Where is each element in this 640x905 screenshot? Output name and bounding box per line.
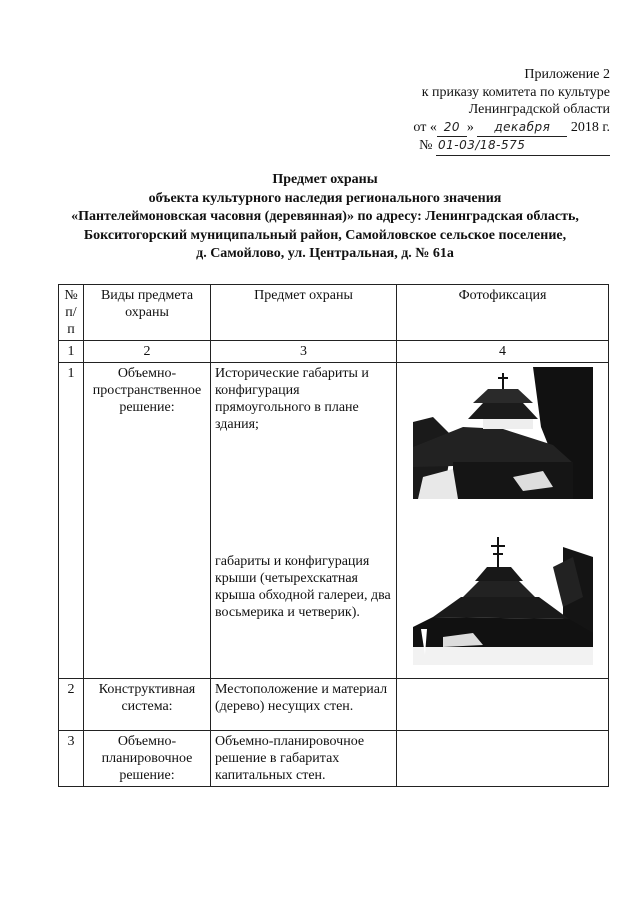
row-3-number: 3 <box>59 731 84 787</box>
col-number-4: 4 <box>397 341 609 363</box>
date-month-handwritten: декабря <box>477 119 567 138</box>
chapel-photo-icon <box>413 367 593 499</box>
title-line-1: Предмет охраны <box>272 172 378 187</box>
row-2-type: Конструктивная система: <box>84 679 211 731</box>
header-number: № п/п <box>59 285 84 341</box>
title-line-4: Бокситогорский муниципальный район, Самойловское сельское поселение, <box>83 227 567 243</box>
col-number-2: 2 <box>84 341 211 363</box>
row-1-subject <box>211 363 397 679</box>
appendix-block <box>380 66 610 156</box>
table-row <box>59 731 609 787</box>
row-3-photo <box>397 731 609 787</box>
row-2-number: 2 <box>59 679 84 731</box>
row-2-photo <box>397 679 609 731</box>
order-number-handwritten: 01-03/18-575 <box>436 137 610 156</box>
header-type: Виды предмета охраны <box>84 285 211 341</box>
header-photo: Фотофиксация <box>397 285 609 341</box>
date-day-handwritten: 20 <box>437 119 467 138</box>
row-1-type: Объемно-пространственное решение: <box>84 363 211 679</box>
header-subject: Предмет охраны <box>211 285 397 341</box>
row-1-photos <box>397 363 609 679</box>
appendix-region: Ленинградской области <box>468 102 610 117</box>
title-line-2: объекта культурного наследия регионального значения <box>148 190 502 206</box>
row-1-number: 1 <box>59 363 84 679</box>
table-row <box>59 679 609 731</box>
protection-subject-table <box>58 284 609 787</box>
table-row <box>59 363 609 679</box>
appendix-number: № 01-03/18-575 <box>402 137 610 156</box>
chapel-roof-photo-icon <box>413 537 593 665</box>
title-line-5: д. Самойлово, ул. Центральная, д. № 61а <box>196 246 454 261</box>
appendix-order-ref: к приказу комитета по культуре <box>421 84 610 100</box>
row-3-subject: Объемно-планировочное решение в габаритах капитальных стен. <box>211 731 397 787</box>
col-number-3: 3 <box>211 341 397 363</box>
row-3-type: Объемно-планировочное решение: <box>84 731 211 787</box>
column-number-row <box>59 341 609 363</box>
appendix-date: от « 20 » декабря 2018 г. <box>380 119 610 138</box>
document-title <box>40 171 610 264</box>
col-number-1: 1 <box>59 341 84 363</box>
row-1-subject-dimensions: Исторические габариты и конфигурация прямоугольного в плане здания; <box>215 366 369 432</box>
title-line-3: «Пантелеймоновская часовня (деревянная)» по адресу: Ленинградская область, <box>71 209 579 224</box>
row-2-subject: Местоположение и материал (дерево) несущих стен. <box>211 679 397 731</box>
table-header-row <box>59 285 609 341</box>
row-1-subject-roof: габариты и конфигурация крыши (четырехскатная крыша обходной галереи, два восьмерика и четверик). <box>215 554 391 620</box>
appendix-title: Приложение 2 <box>524 67 610 82</box>
